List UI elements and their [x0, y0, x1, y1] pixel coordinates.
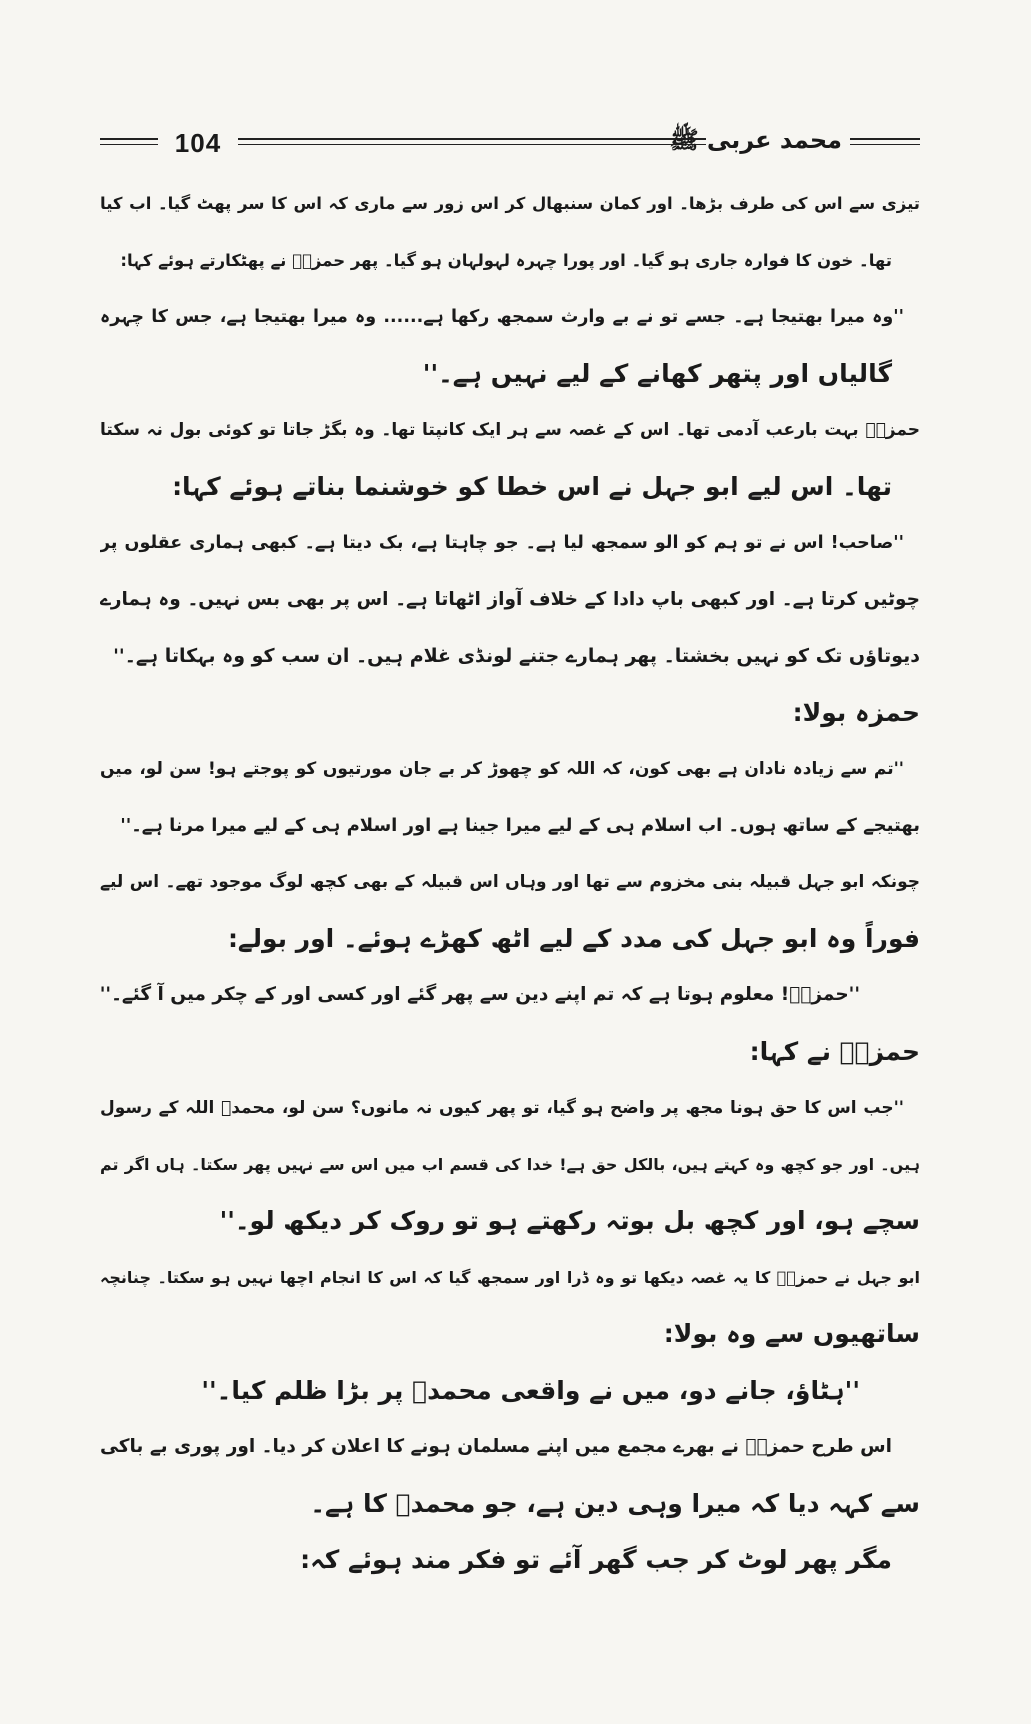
- text-line: اس طرح حمزہؓ نے بھرے مجمع میں اپنے مسلمان ہونے کا اعلان کر دیا۔ اور پوری بے باکی: [100, 1436, 892, 1457]
- header-rule: [850, 144, 920, 145]
- header-rule: [850, 138, 920, 140]
- text-line: ساتھیوں سے وہ بولا:: [663, 1319, 920, 1348]
- text-line: ابو جہل نے حمزہؓ کا یہ غصہ دیکھا تو وہ ڈرا اور سمجھ گیا کہ اس کا انجام اچھا نہیں ہو سکتا۔ چنانچہ: [100, 1267, 920, 1287]
- text-line: سے کہہ دیا کہ میرا وہی دین ہے، جو محمدؐ کا ہے۔: [310, 1488, 920, 1518]
- text-line: ''صاحب! اس نے تو ہم کو الو سمجھ لیا ہے۔ جو چاہتا ہے، بک دیتا ہے۔ کبھی ہماری عقلوں پر: [100, 533, 904, 553]
- header-rule: [100, 144, 158, 145]
- text-line: دیوتاؤں تک کو نہیں بخشتا۔ پھر ہمارے جتنے لونڈی غلام ہیں۔ ان سب کو وہ بہکاتا ہے۔'': [113, 645, 920, 667]
- text-line: ''تم سے زیادہ نادان ہے بھی کون، کہ اللہ کو چھوڑ کر بے جان مورتیوں کو پوجتے ہو! سن لو، میں: [100, 759, 904, 779]
- text-line: ''وہ میرا بھتیجا ہے۔ جسے تو نے بے وارث سمجھ رکھا ہے...... وہ میرا بھتیجا ہے، جس کا چہرہ: [100, 307, 904, 327]
- text-line: حمزہ بولا:: [792, 697, 920, 727]
- text-line: بھتیجے کے ساتھ ہوں۔ اب اسلام ہی کے لیے میرا جینا ہے اور اسلام ہی کے لیے میرا مرنا ہے۔'': [120, 814, 920, 836]
- text-line: تھا۔ خون کا فوارہ جاری ہو گیا۔ اور پورا چہرہ لہولہان ہو گیا۔ پھر حمزہؓ نے پھٹکارتے ہوئے کہا:: [120, 250, 892, 270]
- header-rule: [100, 138, 158, 140]
- text-line: حمزہؓ نے کہا:: [749, 1036, 920, 1066]
- text-line: مگر پھر لوٹ کر جب گھر آئے تو فکر مند ہوئے کہ:: [300, 1545, 892, 1574]
- text-line: چوٹیں کرتا ہے۔ اور کبھی باپ دادا کے خلاف آواز اٹھاتا ہے۔ اس پر بھی بس نہیں۔ وہ ہمارے: [100, 588, 920, 610]
- text-line: ''ہٹاؤ، جانے دو، میں نے واقعی محمدؐ پر بڑا ظلم کیا۔'': [201, 1375, 860, 1405]
- text-line: سچے ہو، اور کچھ بل بوتہ رکھتے ہو تو روک کر دیکھ لو۔'': [219, 1206, 920, 1235]
- text-line: حمزہؓ بہت بارعب آدمی تھا۔ اس کے غصہ سے ہر ایک کانپتا تھا۔ وہ بگڑ جاتا تو کوئی بول نہ سکتا: [100, 420, 920, 440]
- text-line: تھا۔ اس لیے ابو جہل نے اس خطا کو خوشنما بناتے ہوئے کہا:: [172, 471, 892, 501]
- header-rule: [238, 144, 706, 145]
- page-number: 104: [174, 128, 222, 158]
- running-header: [100, 126, 920, 160]
- book-title: محمد عربی ﷺ: [669, 126, 842, 154]
- text-line: گالیاں اور پتھر کھانے کے لیے نہیں ہے۔'': [422, 358, 892, 388]
- text-line: ''جب اس کا حق ہونا مجھ پر واضح ہو گیا، تو پھر کیوں نہ مانوں؟ سن لو، محمدؐ اللہ کے رسول: [100, 1098, 904, 1118]
- page-body: [100, 176, 920, 1589]
- header-rule: [238, 138, 706, 140]
- text-line: تیزی سے اس کی طرف بڑھا۔ اور کمان سنبھال کر اس زور سے ماری کہ اس کا سر پھٹ گیا۔ اب کیا: [100, 194, 920, 213]
- text-line: ''حمزہؓ! معلوم ہوتا ہے کہ تم اپنے دین سے پھر گئے اور کسی اور کے چکر میں آ گئے۔'': [100, 984, 860, 1005]
- text-line: ہیں۔ اور جو کچھ وہ کہتے ہیں، بالکل حق ہے! خدا کی قسم اب میں اس سے نہیں پھر سکتا۔ ہاں اگر تم: [100, 1154, 920, 1174]
- text-line: چونکہ ابو جہل قبیلہ بنی مخزوم سے تھا اور وہاں اس قبیلہ کے بھی کچھ لوگ موجود تھے۔ اس لیے: [100, 872, 920, 892]
- text-line: فوراً وہ ابو جہل کی مدد کے لیے اٹھ کھڑے ہوئے۔ اور بولے:: [227, 923, 920, 953]
